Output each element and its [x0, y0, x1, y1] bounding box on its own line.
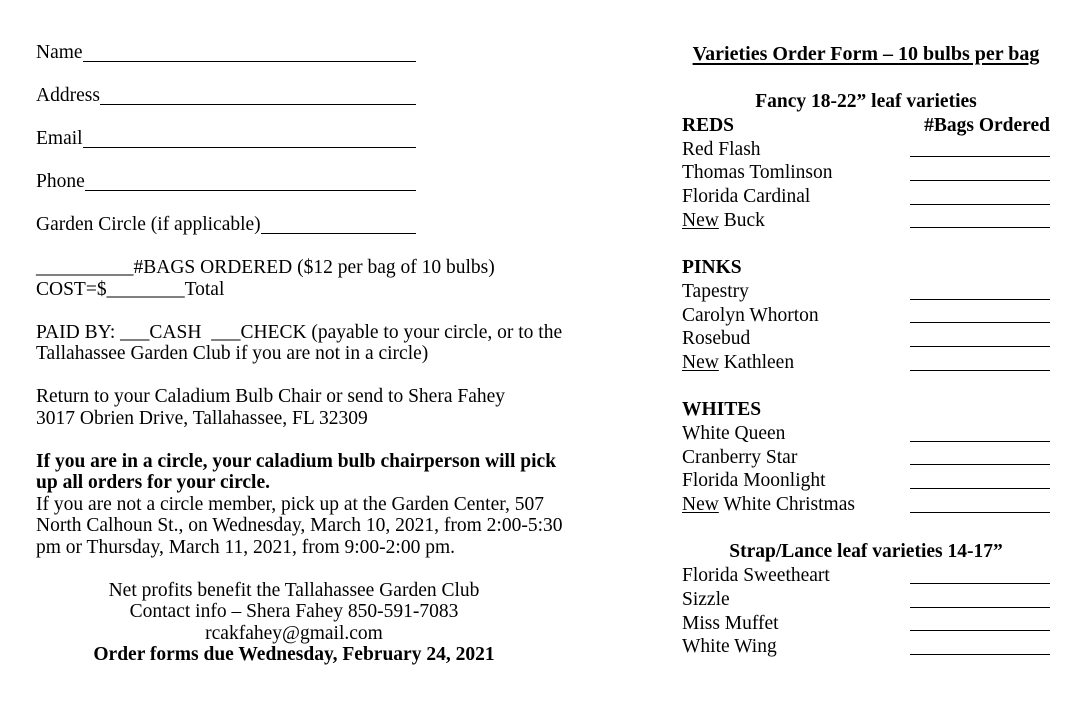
bags-blank-cell — [870, 564, 1050, 588]
bags-blank-line — [910, 322, 1050, 323]
fill-in-blank-line — [83, 128, 416, 148]
variety-name: New Kathleen — [682, 351, 795, 373]
bags-header-cell — [870, 114, 1050, 138]
group-name: PINKS — [682, 257, 742, 279]
group-name: REDS — [682, 115, 735, 136]
bags-blank-cell — [870, 327, 1050, 351]
bags-blank-line — [910, 227, 1050, 228]
varieties-column — [682, 42, 1050, 683]
varieties-sections — [682, 90, 1050, 659]
variety-name: Cranberry Star — [682, 446, 798, 468]
pickup-instructions-paragraph — [36, 450, 563, 559]
bags-blank-line — [910, 464, 1050, 465]
field-row-garden-circle-if-applicable — [36, 214, 416, 236]
field-row-name — [36, 42, 416, 64]
return-address-paragraph — [36, 386, 552, 429]
bags-blank-cell — [870, 138, 1050, 162]
variety-name: Rosebud — [682, 328, 751, 350]
bags-blank-line — [910, 441, 1050, 442]
bags-header-cell — [870, 256, 1050, 280]
field-label: Email — [36, 128, 83, 149]
variety-row — [682, 635, 1050, 659]
bags-blank-cell — [870, 588, 1050, 612]
footer-benefit-line: Net profits benefit the Tallahassee Garden Club — [108, 579, 480, 601]
new-variety-flag: New — [682, 209, 719, 231]
variety-row — [682, 280, 1050, 304]
group-reds — [682, 114, 1050, 232]
variety-row — [682, 304, 1050, 328]
variety-name: Red Flash — [682, 138, 761, 160]
variety-name: New Buck — [682, 209, 765, 231]
footer-email-line: rcakfahey@gmail.com — [205, 622, 383, 644]
variety-row — [682, 493, 1050, 517]
bags-blank-cell — [870, 446, 1050, 470]
variety-row — [682, 422, 1050, 446]
bags-ordered-line: __________#BAGS ORDERED ($12 per bag of 10 bulbs) — [36, 257, 495, 278]
varieties-title: Varieties Order Form – 10 bulbs per bag — [692, 43, 1040, 65]
bags-blank-line — [910, 583, 1050, 584]
variety-name: Thomas Tomlinson — [682, 162, 833, 184]
field-label: Phone — [36, 171, 85, 192]
bags-blank-cell — [870, 304, 1050, 328]
bags-blank-line — [910, 654, 1050, 655]
variety-name: Miss Muffet — [682, 612, 779, 634]
bags-blank-line — [910, 346, 1050, 347]
order-amount-paragraph — [36, 257, 552, 300]
group-pinks — [682, 256, 1050, 374]
bags-blank-line — [910, 156, 1050, 157]
bags-blank-cell — [870, 612, 1050, 636]
bags-blank-line — [910, 512, 1050, 513]
new-variety-flag: New — [682, 494, 719, 515]
group-header-row — [682, 256, 1050, 280]
field-row-phone — [36, 171, 416, 193]
section-subtitle: Fancy 18-22” leaf varieties — [755, 91, 977, 112]
group-strap-lance — [682, 564, 1050, 659]
bags-blank-line — [910, 630, 1050, 631]
bags-blank-line — [910, 180, 1050, 181]
bags-blank-line — [910, 607, 1050, 608]
variety-name: Florida Cardinal — [682, 186, 811, 208]
variety-row — [682, 185, 1050, 209]
bags-blank-line — [910, 204, 1050, 205]
field-row-email — [36, 128, 416, 150]
variety-row — [682, 564, 1050, 588]
variety-row — [682, 612, 1050, 636]
variety-name: Florida Sweetheart — [682, 565, 830, 587]
variety-name: Sizzle — [682, 589, 730, 611]
field-label: Garden Circle (if applicable) — [36, 214, 261, 235]
return-line: Return to your Caladium Bulb Chair or send to Shera Fahey — [36, 386, 506, 407]
pickup-line: If you are not a circle member, pick up at the Garden Center, 507 — [36, 493, 544, 515]
fill-in-blank-line — [261, 214, 416, 234]
footer-contact-line: Contact info – Shera Fahey 850-591-7083 — [129, 601, 459, 622]
variety-name: New White Christmas — [682, 494, 855, 515]
group-whites — [682, 398, 1050, 516]
new-variety-flag: New — [682, 351, 719, 373]
group-name: WHITES — [682, 399, 762, 421]
bags-blank-cell — [870, 161, 1050, 185]
variety-row — [682, 161, 1050, 185]
variety-name: Florida Moonlight — [682, 470, 826, 492]
variety-row — [682, 327, 1050, 351]
customer-info-column — [36, 42, 563, 666]
bags-blank-line — [910, 488, 1050, 489]
variety-section-fancy-18-22-leaf-varieties — [682, 90, 1050, 517]
bags-ordered-header: #Bags Ordered — [924, 115, 1050, 136]
variety-row — [682, 446, 1050, 470]
bags-blank-cell — [870, 185, 1050, 209]
bags-blank-line — [910, 299, 1050, 300]
field-row-address — [36, 85, 416, 107]
variety-row — [682, 209, 1050, 233]
bags-blank-line — [910, 370, 1050, 371]
variety-row — [682, 351, 1050, 375]
group-header-row — [682, 114, 1050, 138]
variety-name: White Queen — [682, 422, 786, 444]
field-label: Address — [36, 85, 100, 106]
pickup-line: North Calhoun St., on Wednesday, March 10, 2021, from 2:00-5:30 — [36, 515, 563, 536]
bags-blank-cell — [870, 422, 1050, 446]
field-label: Name — [36, 42, 83, 63]
bags-blank-cell — [870, 635, 1050, 659]
return-line: 3017 Obrien Drive, Tallahassee, FL 32309 — [36, 407, 368, 429]
variety-name: Tapestry — [682, 280, 749, 302]
cost-total-line: COST=$________Total — [36, 278, 225, 300]
section-subtitle: Strap/Lance leaf varieties 14-17” — [729, 541, 1003, 563]
paid-by-line: Tallahassee Garden Club if you are not in a circle) — [36, 343, 429, 364]
bags-blank-cell — [870, 469, 1050, 493]
variety-section-strap-lance-leaf-varieties-14-17 — [682, 540, 1050, 659]
circle-pickup-notice: If you are in a circle, your caladium bulb chairperson will pick — [36, 450, 557, 472]
bags-blank-cell — [870, 209, 1050, 233]
variety-name: White Wing — [682, 636, 777, 658]
footer-due-date-line: Order forms due Wednesday, February 24, 2021 — [93, 644, 495, 665]
fill-in-blank-line — [83, 42, 416, 62]
bags-header-cell — [870, 398, 1050, 422]
variety-row — [682, 588, 1050, 612]
bags-blank-cell — [870, 493, 1050, 517]
bags-blank-cell — [870, 280, 1050, 304]
paid-by-line: PAID BY: ___CASH ___CHECK (payable to your circle, or to the — [36, 321, 563, 343]
group-header-row — [682, 398, 1050, 422]
pickup-line: pm or Thursday, March 11, 2021, from 9:00-2:00 pm. — [36, 536, 456, 558]
variety-row — [682, 469, 1050, 493]
variety-name: Carolyn Whorton — [682, 304, 819, 326]
variety-row — [682, 138, 1050, 162]
bags-blank-cell — [870, 351, 1050, 375]
paid-by-paragraph — [36, 321, 563, 365]
fill-in-blank-line — [100, 85, 416, 105]
fill-in-blank-line — [85, 171, 416, 191]
footer — [36, 580, 552, 666]
contact-fields — [36, 42, 552, 236]
circle-pickup-notice: up all orders for your circle. — [36, 472, 270, 493]
